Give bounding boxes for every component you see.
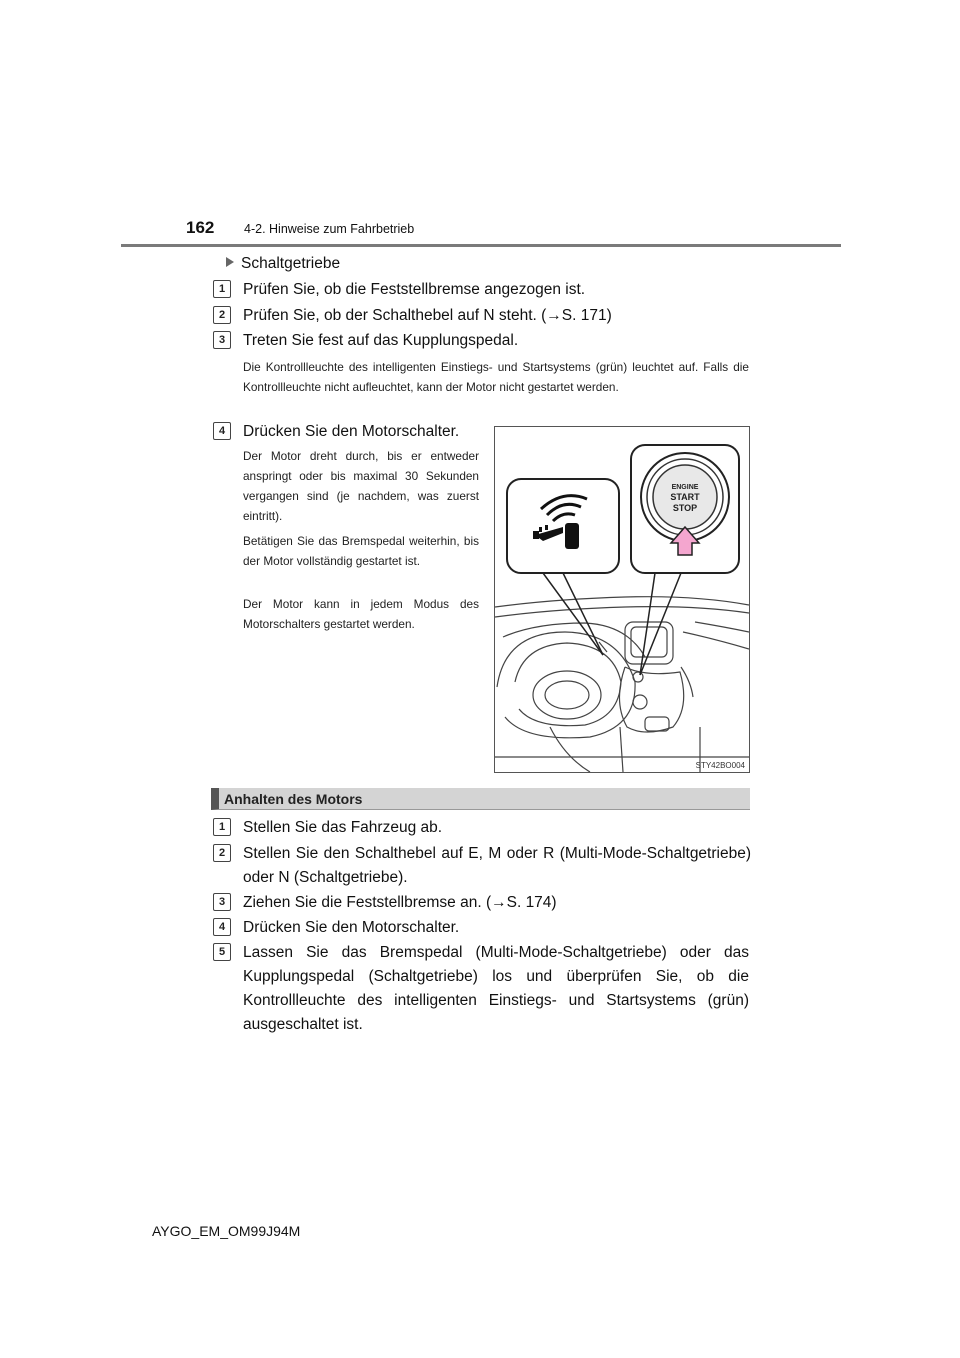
section-title: Anhalten des Motors bbox=[224, 791, 363, 807]
step-text: Drücken Sie den Motorschalter. bbox=[243, 423, 460, 440]
step-number-badge: 2 bbox=[213, 306, 231, 324]
engine-start-illustration bbox=[494, 426, 750, 773]
step-note: Der Motor kann in jedem Modus des Motorschalters gestartet werden. bbox=[243, 597, 479, 631]
document-code: AYGO_EM_OM99J94M bbox=[152, 1223, 301, 1239]
step-text: Drücken Sie den Motorschalter. bbox=[243, 919, 460, 936]
subsection-heading bbox=[226, 255, 340, 273]
step-text: Stellen Sie den Schalthebel auf E, M oder R (Multi-Mode-Schaltgetriebe) oder N (Schaltgetriebe). bbox=[243, 845, 751, 886]
step-note: Die Kontrollleuchte des intelligenten Einstiegs- und Startsystems (grün) leuchtet auf. Falls die Kontrollleuchte nicht aufleuchtet, kann der Motor nicht gestartet werden. bbox=[243, 360, 749, 394]
stop-button-label: STOP bbox=[672, 503, 698, 513]
step-number-badge: 4 bbox=[213, 422, 231, 440]
step-text: Prüfen Sie, ob die Feststellbremse angezogen ist. bbox=[243, 281, 586, 298]
step-number-badge: 4 bbox=[213, 918, 231, 936]
triangle-bullet-icon bbox=[226, 257, 234, 267]
step-number-badge: 1 bbox=[213, 818, 231, 836]
engine-button-label: ENGINE bbox=[671, 484, 699, 491]
step-text: Treten Sie fest auf das Kupplungspedal. bbox=[243, 332, 519, 349]
step-number-badge: 5 bbox=[213, 943, 231, 961]
step-text: Ziehen Sie die Feststellbremse an. (→S. 174) bbox=[243, 894, 557, 911]
step-text: Prüfen Sie, ob der Schalthebel auf N steht. (→S. 171) bbox=[243, 307, 612, 324]
subsection-heading-text: Schaltgetriebe bbox=[241, 255, 341, 272]
step-number-badge: 3 bbox=[213, 893, 231, 911]
step-note: Betätigen Sie das Bremspedal weiterhin, bis der Motor vollständig gestartet ist. bbox=[243, 534, 479, 568]
dashboard-drawing bbox=[495, 427, 749, 772]
chapter-title: 4-2. Hinweise zum Fahrbetrieb bbox=[244, 222, 415, 236]
start-button-label: START bbox=[670, 492, 700, 502]
figure-code: STY42BO004 bbox=[695, 761, 745, 770]
step-number-badge: 2 bbox=[213, 844, 231, 862]
step-number-badge: 1 bbox=[213, 280, 231, 298]
page-number: 162 bbox=[186, 218, 215, 237]
step-text: Stellen Sie das Fahrzeug ab. bbox=[243, 819, 443, 836]
step-note: Der Motor dreht durch, bis er entweder anspringt oder bis maximal 30 Sekunden vergangen sind (je nachdem, was zuerst eintritt). bbox=[243, 449, 479, 523]
header-divider bbox=[121, 244, 841, 247]
step-number-badge: 3 bbox=[213, 331, 231, 349]
step-text: Lassen Sie das Bremspedal (Multi-Mode-Schaltgetriebe) oder das Kupplungspedal (Schaltgetriebe) los und überprüfen Sie, ob die Kontrollleuchte des intelligenten Einstiegs- und Startsystems (grün) ausgeschaltet ist. bbox=[243, 944, 749, 1033]
